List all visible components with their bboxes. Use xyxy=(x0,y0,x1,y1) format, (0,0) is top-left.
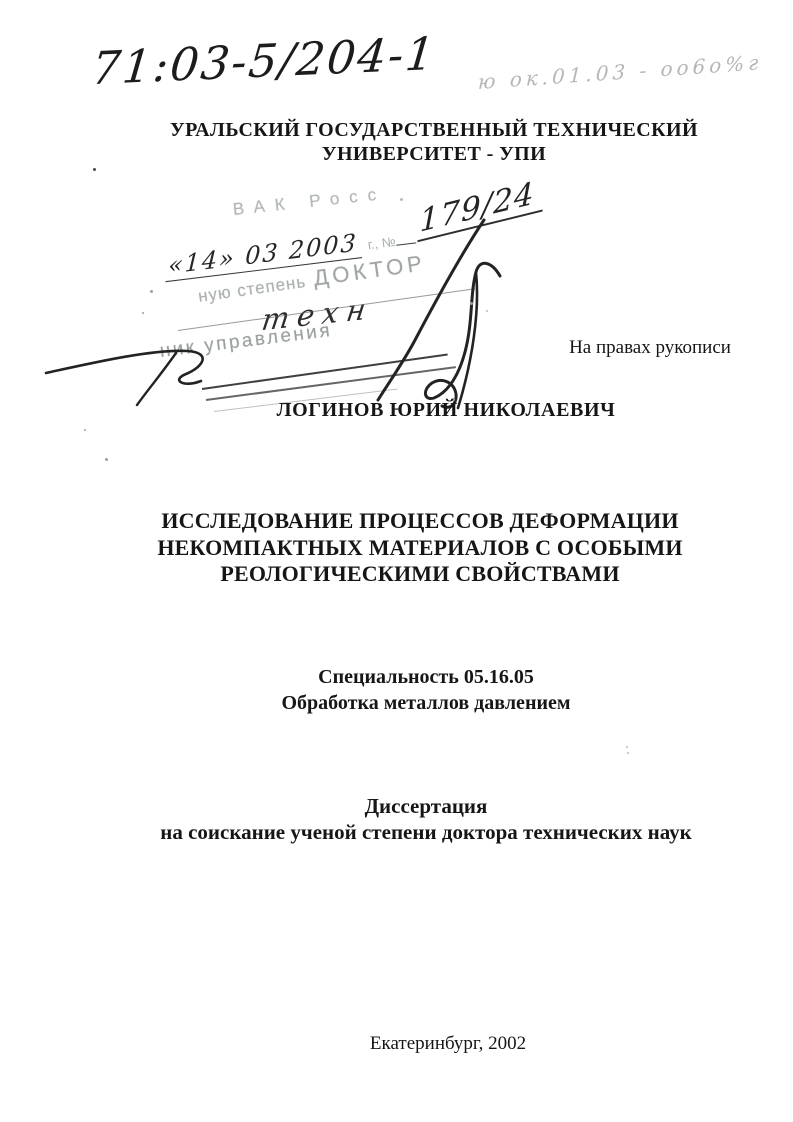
stamp-handwritten-number: 179/24 xyxy=(417,174,542,243)
handwritten-corner-annotation: ю ок.01.03 - оо6о%г xyxy=(477,50,763,95)
scan-dot xyxy=(105,458,108,461)
city-year: Екатеринбург, 2002 xyxy=(369,1033,527,1054)
scan-dot xyxy=(626,746,628,748)
specialty-block xyxy=(56,664,793,716)
university-name xyxy=(64,119,793,166)
thesis-statement-line2: на соискание ученой степени доктора технических наук xyxy=(160,820,692,844)
dissertation-title xyxy=(50,508,790,588)
handwritten-call-number: 71:03-5/204-1 xyxy=(89,26,439,96)
thesis-statement xyxy=(56,793,793,845)
thesis-statement-line1: Диссертация xyxy=(364,794,488,818)
university-name-line2: УНИВЕРСИТЕТ - УПИ xyxy=(321,142,547,165)
stamp-org-line: ВАК Росс xyxy=(231,183,387,219)
specialty-name: Обработка металлов давлением xyxy=(281,692,571,714)
scan-dot xyxy=(627,752,629,754)
dissertation-title-line1: ИССЛЕДОВАНИЕ ПРОЦЕССОВ ДЕФОРМАЦИИ xyxy=(161,508,679,533)
dissertation-title-line2: НЕКОМПАКТНЫХ МАТЕРИАЛОВ С ОСОБЫМИ xyxy=(157,534,683,560)
stamp-handwritten-techn: техн xyxy=(259,290,376,338)
scan-dot xyxy=(93,168,96,171)
dissertation-title-line3: РЕОЛОГИЧЕСКИМИ СВОЙСТВАМИ xyxy=(220,561,620,586)
university-name-line1: УРАЛЬСКИЙ ГОСУДАРСТВЕННЫЙ ТЕХНИЧЕСКИЙ xyxy=(170,119,698,141)
ink-speck xyxy=(486,310,488,312)
ink-speck xyxy=(470,302,473,305)
signature-secondary xyxy=(40,327,280,407)
stamp-degree-prefix: ную степень xyxy=(196,271,308,306)
ink-speck xyxy=(142,312,144,314)
ink-speck xyxy=(150,290,153,293)
author-name: ЛОГИНОВ ЮРИЙ НИКОЛАЕВИЧ xyxy=(276,399,616,421)
ink-speck xyxy=(400,198,403,201)
stamp-degree-word: ДОКТОР xyxy=(311,250,428,291)
specialty-code: Специальность 05.16.05 xyxy=(318,666,534,688)
manuscript-rights-note: На правах рукописи xyxy=(569,337,731,358)
stamp-official-line: ник управления xyxy=(158,319,334,362)
scan-dot xyxy=(84,429,86,431)
signature-main xyxy=(332,194,512,414)
stamp-number-label: г., № xyxy=(366,233,397,253)
stamp-handwritten-date: «14» 03 2003 xyxy=(165,228,363,283)
